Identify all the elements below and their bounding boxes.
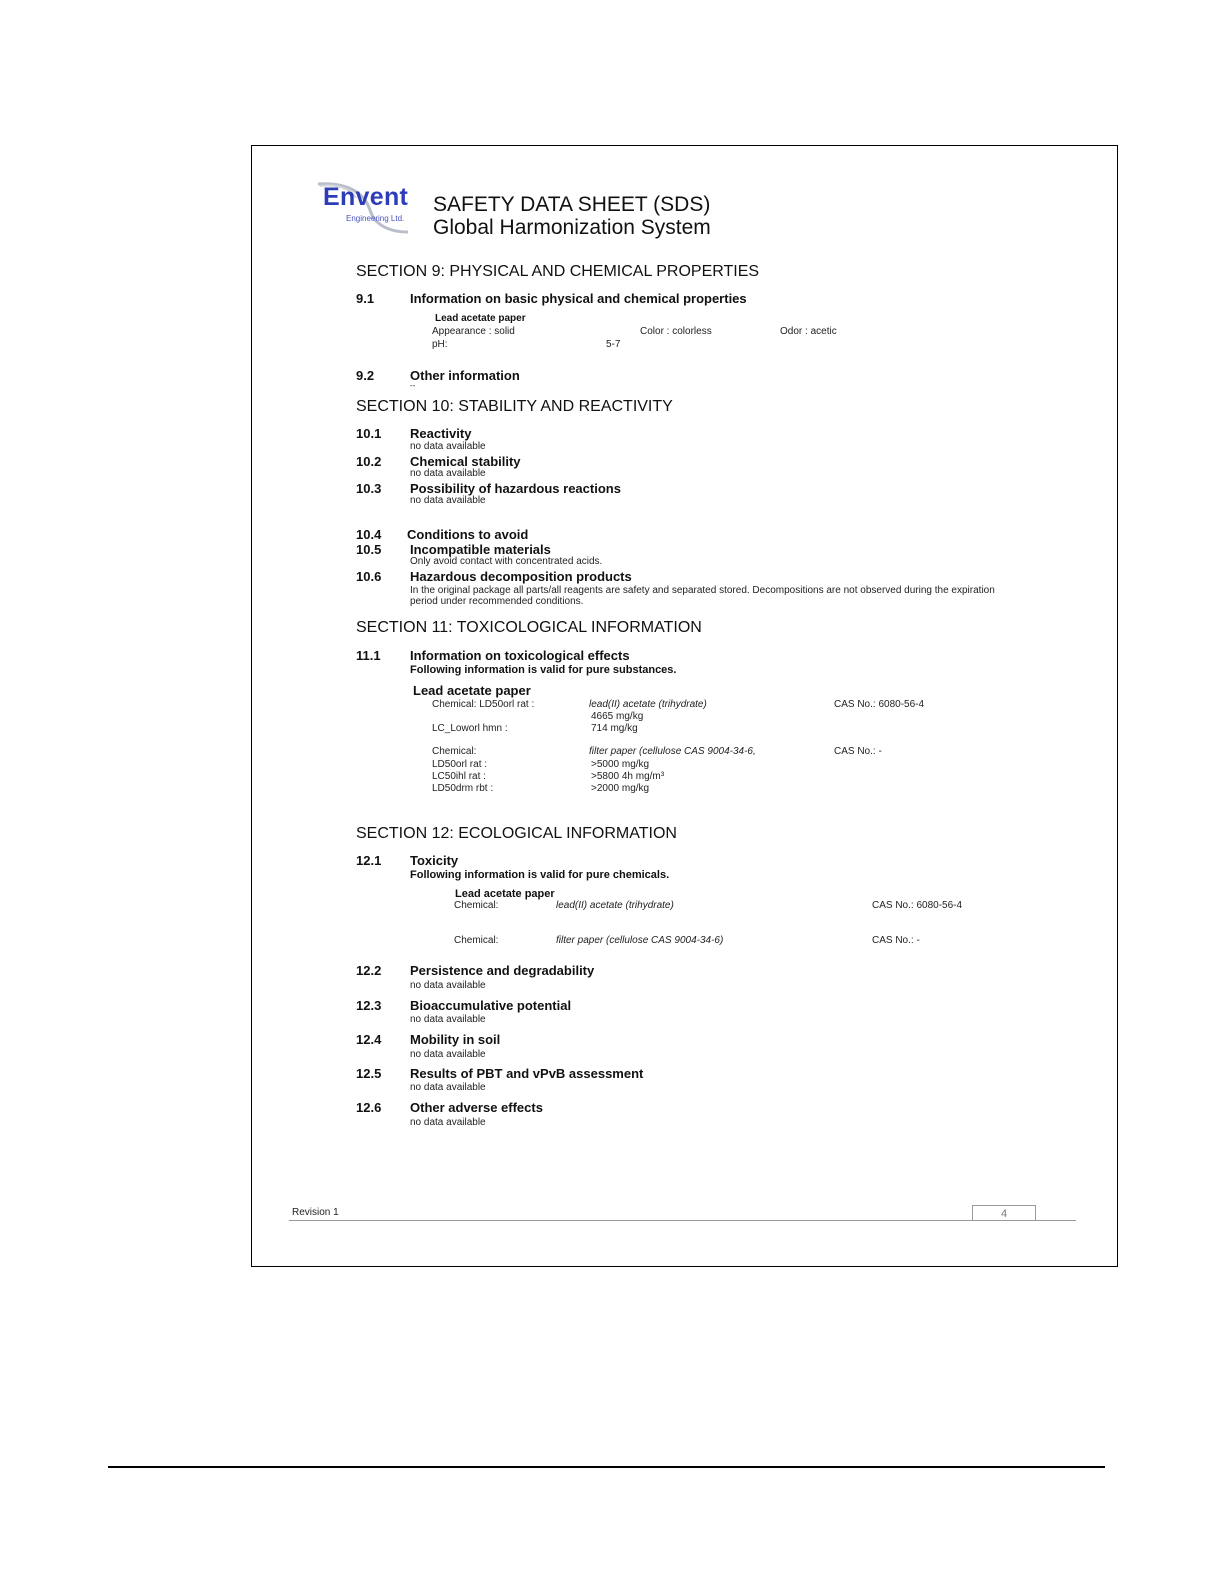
item-heading: Information on toxicological effects (410, 648, 630, 663)
item-number: 10.5 (356, 542, 382, 557)
tox-value: 4665 mg/kg (591, 711, 644, 722)
item-number: 12.3 (356, 998, 382, 1013)
appearance-value: Appearance : solid (432, 326, 515, 337)
item-number: 9.1 (356, 291, 375, 306)
item-text: no data available (410, 1082, 486, 1093)
chemical-name: lead(II) acetate (trihydrate) (556, 900, 674, 911)
tox-value: >2000 mg/kg (591, 783, 650, 794)
color-value: Color : colorless (640, 326, 712, 337)
item-number: 10.1 (356, 426, 382, 441)
tox-label: LC50ihl rat : (432, 771, 486, 782)
item-text: no data available (410, 468, 486, 479)
odor-value: Odor : acetic (780, 326, 837, 337)
item-heading: Hazardous decomposition products (410, 569, 632, 584)
item-number: 9.2 (356, 368, 375, 383)
tox-label: LD50orl rat : (432, 759, 488, 770)
item-number: 10.6 (356, 569, 382, 584)
item-heading: Conditions to avoid (407, 527, 529, 542)
chemical-name: lead(II) acetate (trihydrate) (589, 699, 707, 710)
item-number: 10.2 (356, 454, 382, 469)
section-10-title: SECTION 10: STABILITY AND REACTIVITY (356, 398, 673, 415)
item-note: -- (410, 381, 416, 390)
ph-label: pH: (432, 339, 448, 350)
cas-number: CAS No.: - (834, 746, 882, 757)
item-heading: Incompatible materials (410, 542, 551, 557)
tox-value: >5000 mg/kg (591, 759, 650, 770)
item-heading: Bioaccumulative potential (410, 998, 572, 1013)
document-subtitle: Global Harmonization System (433, 216, 711, 239)
item-text: no data available (410, 980, 486, 991)
chemical-label: Chemical: (432, 746, 477, 757)
section-12-title: SECTION 12: ECOLOGICAL INFORMATION (356, 825, 677, 842)
item-number: 12.6 (356, 1100, 382, 1115)
item-heading: Other adverse effects (410, 1100, 543, 1115)
revision-label: Revision 1 (292, 1207, 339, 1218)
item-heading: Information on basic physical and chemical properties (410, 291, 747, 306)
tox-value: 714 mg/kg (591, 723, 638, 734)
logo-subtext: Engineering Ltd. (346, 214, 405, 223)
item-number: 11.1 (356, 648, 381, 663)
item-text: In the original package all parts/all reagents are safety and separated stored. Decompositions are not observed during the expiration (410, 585, 995, 596)
item-heading: Other information (410, 368, 520, 383)
chemical-label: Chemical: (454, 900, 499, 911)
chemical-name: filter paper (cellulose CAS 9004-34-6, (589, 746, 756, 757)
item-text: no data available (410, 1117, 486, 1128)
item-text: no data available (410, 441, 486, 452)
product-name: Lead acetate paper (455, 888, 555, 900)
page-bottom-divider (108, 1466, 1105, 1468)
item-text: Only avoid contact with concentrated acids. (410, 556, 603, 567)
tox-value: >5800 4h mg/m³ (591, 771, 665, 782)
item-heading: Toxicity (410, 853, 459, 868)
item-note: Following information is valid for pure chemicals. (410, 869, 670, 881)
item-heading: Mobility in soil (410, 1032, 501, 1047)
product-name: Lead acetate paper (413, 683, 531, 698)
item-number: 12.5 (356, 1066, 382, 1081)
section-11-title: SECTION 11: TOXICOLOGICAL INFORMATION (356, 619, 702, 636)
tox-label: LD50drm rbt : (432, 783, 494, 794)
cas-number: CAS No.: - (872, 935, 920, 946)
chemical-label: Chemical: (454, 935, 499, 946)
item-text: no data available (410, 1049, 486, 1060)
item-number: 12.2 (356, 963, 382, 978)
section-9-title: SECTION 9: PHYSICAL AND CHEMICAL PROPERTIES (356, 263, 760, 280)
footer-divider (289, 1220, 1076, 1221)
chemical-name: filter paper (cellulose CAS 9004-34-6) (556, 935, 724, 946)
cas-number: CAS No.: 6080-56-4 (834, 699, 925, 710)
item-heading: Chemical stability (410, 454, 521, 469)
cas-number: CAS No.: 6080-56-4 (872, 900, 963, 911)
item-text: no data available (410, 1014, 486, 1025)
item-heading: Persistence and degradability (410, 963, 595, 978)
item-number: 10.3 (356, 481, 382, 496)
chemical-label: Chemical: LD50orl rat : (432, 699, 535, 710)
document-title: SAFETY DATA SHEET (SDS) (433, 193, 711, 216)
item-heading: Possibility of hazardous reactions (410, 481, 621, 496)
tox-label: LC_Loworl hmn : (432, 723, 508, 734)
item-number: 12.4 (356, 1032, 382, 1047)
ph-value: 5-7 (606, 339, 621, 350)
item-number: 10.4 (356, 527, 382, 542)
logo-text: Envent (323, 183, 409, 211)
item-note: Following information is valid for pure substances. (410, 664, 677, 676)
item-number: 12.1 (356, 853, 382, 868)
item-text: period under recommended conditions. (410, 596, 584, 607)
item-text: no data available (410, 495, 486, 506)
item-heading: Reactivity (410, 426, 472, 441)
item-heading: Results of PBT and vPvB assessment (410, 1066, 644, 1081)
product-name: Lead acetate paper (435, 313, 526, 324)
page-number: 4 (1001, 1208, 1008, 1220)
